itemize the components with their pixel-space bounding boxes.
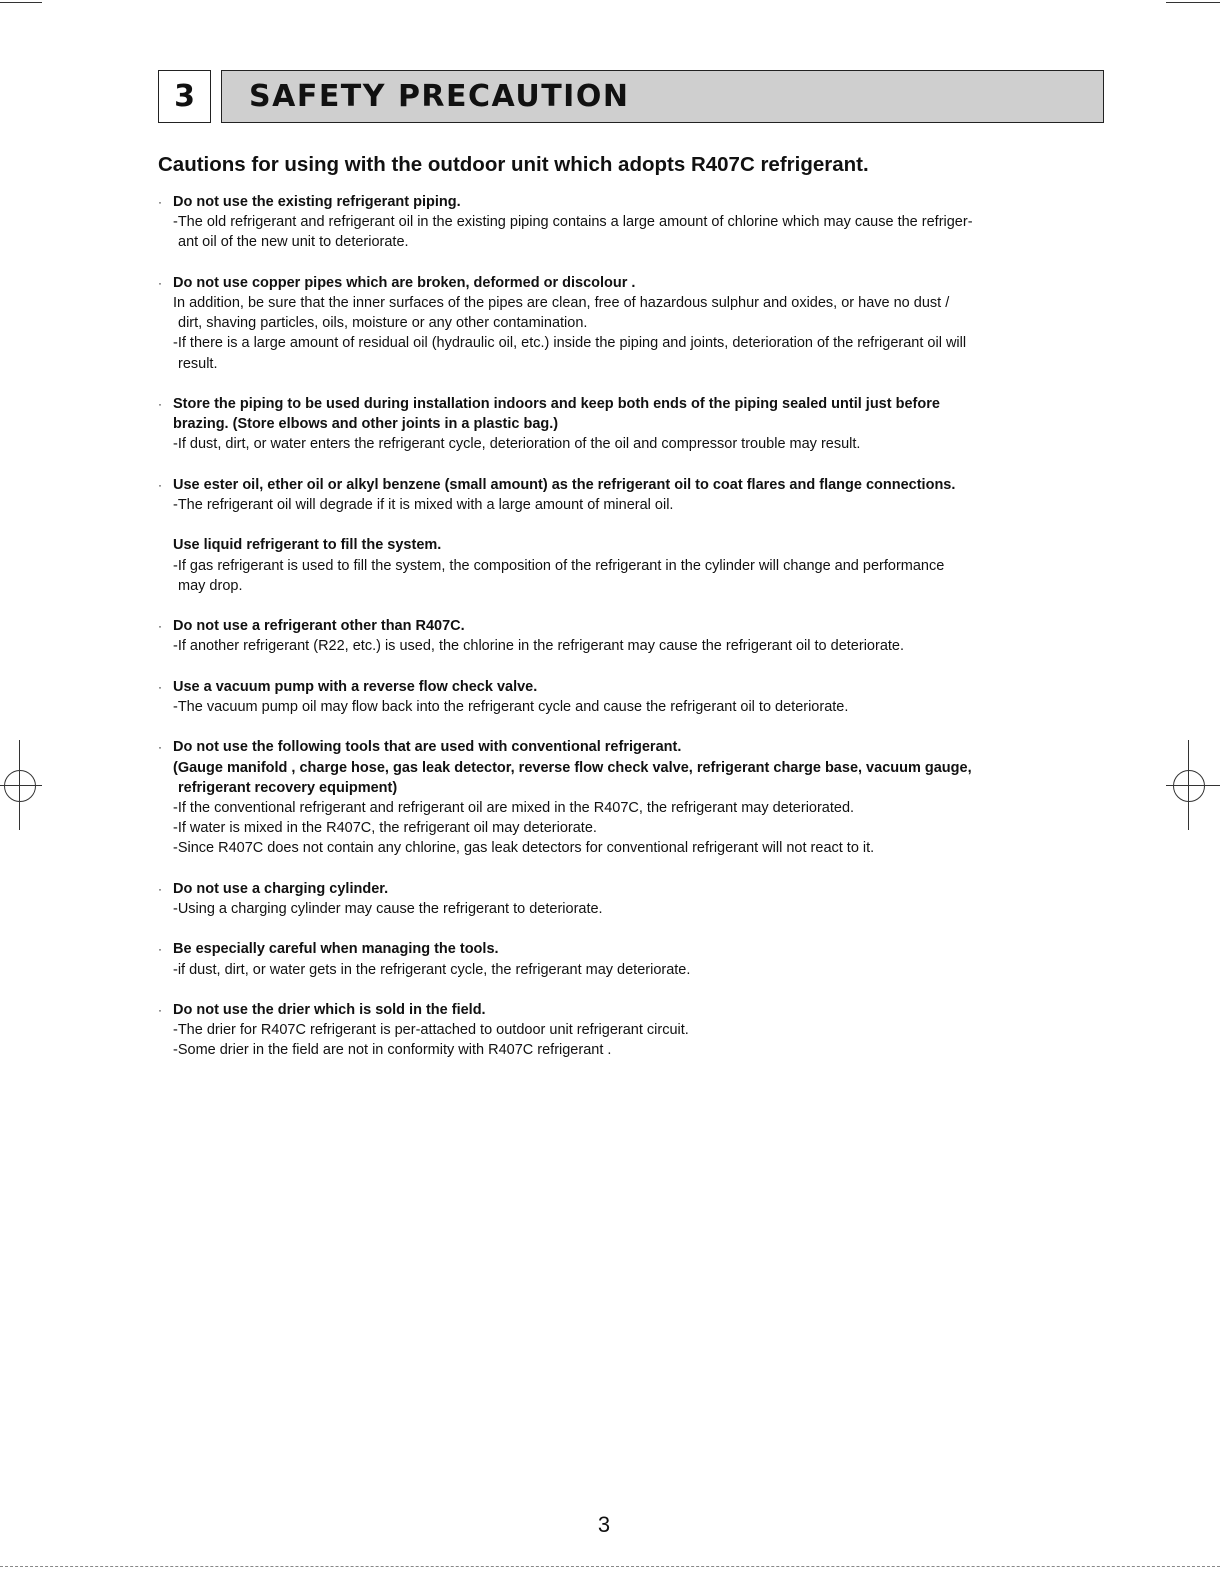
caution-item <box>158 677 1108 717</box>
caution-detail: -if dust, dirt, or water gets in the refrigerant cycle, the refrigerant may deteriorate. <box>173 961 691 978</box>
page-subtitle: Cautions for using with the outdoor unit which adopts R407C refrigerant. <box>158 153 869 176</box>
caution-heading: Use liquid refrigerant to fill the system. <box>173 537 442 554</box>
caution-detail: may drop. <box>178 577 243 594</box>
section-number: 3 <box>158 70 211 123</box>
caution-detail: dirt, shaving particles, oils, moisture or any other contamination. <box>178 315 588 332</box>
caution-heading: Use ester oil, ether oil or alkyl benzene (small amount) as the refrigerant oil to coat flares and flange connections. <box>173 476 956 493</box>
caution-heading: Use a vacuum pump with a reverse flow check valve. <box>173 678 538 695</box>
bullet-icon: · <box>158 679 162 694</box>
caution-detail: -If gas refrigerant is used to fill the system, the composition of the refrigerant in the cylinder will change and performance <box>173 557 945 574</box>
caution-detail: -Using a charging cylinder may cause the refrigerant to deteriorate. <box>173 900 603 917</box>
section-title-box <box>221 70 1104 123</box>
caution-heading: Do not use the following tools that are used with conventional refrigerant. <box>173 739 682 756</box>
registration-mark-right-circle <box>1173 770 1205 802</box>
caution-item <box>158 475 1108 515</box>
bullet-icon: · <box>158 397 162 411</box>
caution-heading: Do not use the drier which is sold in the field. <box>173 1001 486 1018</box>
caution-detail: ant oil of the new unit to deteriorate. <box>178 234 409 251</box>
caution-item <box>158 879 1108 919</box>
crop-mark-top-right <box>1166 2 1220 3</box>
caution-heading: (Gauge manifold , charge hose, gas leak detector, reverse flow check valve, refrigerant charge base, vacuum gauge, <box>173 759 972 776</box>
cautions-list <box>158 192 1108 1081</box>
bullet-icon: · <box>158 942 162 957</box>
caution-heading: Be especially careful when managing the tools. <box>173 941 499 958</box>
caution-detail: result. <box>178 355 218 372</box>
bullet-icon: · <box>158 1002 162 1017</box>
caution-heading: Do not use copper pipes which are broken, deformed or discolour . <box>173 274 636 291</box>
caution-detail: -The refrigerant oil will degrade if it is mixed with a large amount of mineral oil. <box>173 497 674 513</box>
caution-item <box>158 192 1108 253</box>
caution-detail: -The vacuum pump oil may flow back into the refrigerant cycle and cause the refrigerant oil to deteriorate. <box>173 698 849 715</box>
caution-detail: -The old refrigerant and refrigerant oil in the existing piping contains a large amount of chlorine which may cause the refriger- <box>173 214 973 231</box>
caution-item <box>158 1000 1108 1061</box>
caution-detail: In addition, be sure that the inner surfaces of the pipes are clean, free of hazardous sulphur and oxides, or have no dust / <box>173 295 950 311</box>
caution-heading: refrigerant recovery equipment) <box>178 779 398 796</box>
bullet-icon: · <box>158 881 162 896</box>
caution-heading: Do not use the existing refrigerant piping. <box>173 194 461 210</box>
bullet-icon: · <box>158 477 162 492</box>
caution-detail: -If the conventional refrigerant and refrigerant oil are mixed in the R407C, the refrigerant may deteriorated. <box>173 799 855 816</box>
caution-item <box>158 737 1108 858</box>
caution-heading: Store the piping to be used during installation indoors and keep both ends of the piping sealed until just before <box>173 396 940 412</box>
bullet-icon: · <box>158 619 162 634</box>
caution-item <box>158 394 1108 455</box>
caution-item <box>158 273 1108 374</box>
caution-heading: Do not use a refrigerant other than R407C. <box>173 618 465 635</box>
section-title: SAFETY PRECAUTION <box>249 79 630 114</box>
crop-mark-top-left <box>0 2 42 3</box>
caution-detail: -Some drier in the field are not in conformity with R407C refrigerant . <box>173 1042 612 1059</box>
caution-item <box>158 939 1108 979</box>
bullet-icon: · <box>158 195 162 209</box>
page-number: 3 <box>597 1512 611 1537</box>
bullet-icon: · <box>158 740 162 755</box>
caution-detail: -If water is mixed in the R407C, the refrigerant oil may deteriorate. <box>173 820 597 837</box>
section-header <box>158 70 1105 123</box>
caution-detail: -Since R407C does not contain any chlorine, gas leak detectors for conventional refrigerant will not react to it. <box>173 840 875 857</box>
caution-detail: -If dust, dirt, or water enters the refrigerant cycle, deterioration of the oil and compressor trouble may result. <box>173 436 861 453</box>
bullet-icon: · <box>158 275 162 290</box>
caution-heading: brazing. (Store elbows and other joints in a plastic bag.) <box>173 416 559 433</box>
caution-item <box>158 616 1108 656</box>
caution-item <box>158 535 1108 596</box>
registration-mark-left-circle <box>4 770 36 802</box>
caution-detail: -If another refrigerant (R22, etc.) is used, the chlorine in the refrigerant may cause the refrigerant oil to deteriorate. <box>173 638 905 655</box>
caution-heading: Do not use a charging cylinder. <box>173 880 389 897</box>
caution-detail: -If there is a large amount of residual oil (hydraulic oil, etc.) inside the piping and joints, deterioration of the refrigerant oil will <box>173 335 967 352</box>
caution-detail: -The drier for R407C refrigerant is per-attached to outdoor unit refrigerant circuit. <box>173 1022 689 1039</box>
bottom-rule <box>0 1566 1220 1567</box>
